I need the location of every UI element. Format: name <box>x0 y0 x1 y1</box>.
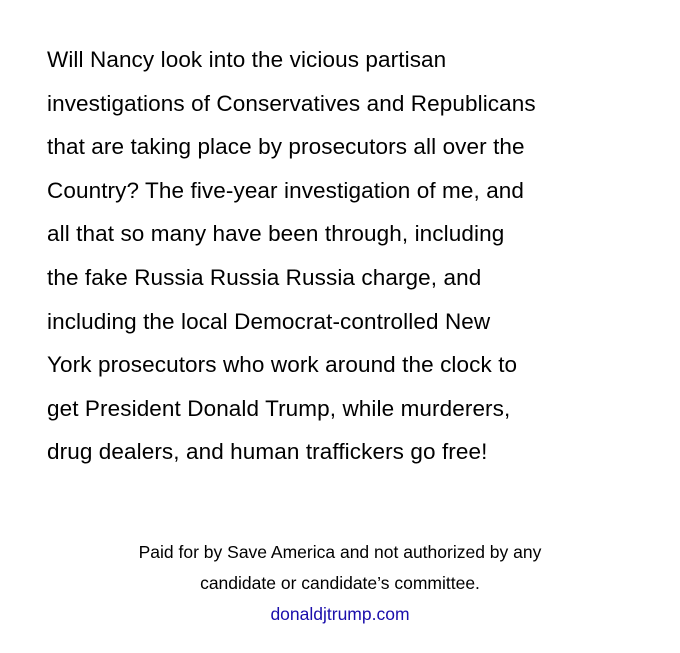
statement-line: get President Donald Trump, while murderers, <box>47 395 511 421</box>
statement-line: that are taking place by prosecutors all over the <box>47 134 525 160</box>
statement-line: Will Nancy look into the vicious partisan <box>47 47 447 72</box>
statement-line: all that so many have been through, including <box>47 221 505 247</box>
disclaimer-line-1: Paid for by Save America and not authorized by any <box>138 542 542 562</box>
paid-for-disclaimer <box>0 537 680 630</box>
statement-text <box>47 38 647 474</box>
statement-line: investigations of Conservatives and Republicans <box>47 90 536 116</box>
statement-line: York prosecutors who work around the clock to <box>47 352 518 378</box>
statement-line: drug dealers, and human traffickers go free! <box>47 439 488 465</box>
statement-line: the fake Russia Russia Russia charge, and <box>47 264 482 290</box>
statement-line: including the local Democrat-controlled New <box>47 308 491 334</box>
statement-line: Country? The five-year investigation of me, and <box>47 177 525 203</box>
disclaimer-line-2: candidate or candidate’s committee. <box>200 573 480 593</box>
website-link[interactable]: donaldjtrump.com <box>270 604 410 624</box>
